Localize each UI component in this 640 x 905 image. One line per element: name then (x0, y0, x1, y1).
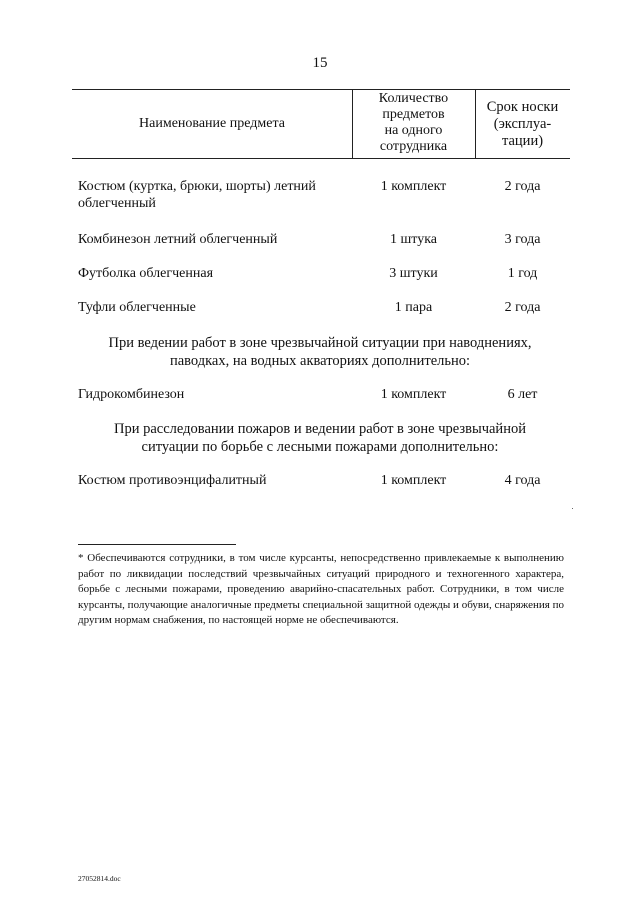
item-quantity: 1 комплект (380, 387, 447, 402)
item-name-line: Костюм (куртка, брюки, шорты) летний (78, 179, 316, 194)
item-term: 1 год (507, 266, 538, 281)
header-term-line: Срок носки (486, 99, 559, 115)
table-top-rule (72, 89, 570, 90)
footnote-text: * Обеспечиваются сотрудники, в том числе курсанты, непосредственно привлекаемые к выполнению работ по ликвидации последствий чрезвычайных ситуаций природного и техногенного характера, борьбе с лесными пожарами, проведению аварийно-спасательных работ. Сотрудники, в том числе курсанты, получающие аналогичные предметы специальной защитной одежды и обуви, снаряжения по другим нормам снабжения, по настоящей норме не обеспечиваются. (78, 552, 564, 626)
item-name: Туфли облегченные (78, 300, 196, 315)
section-heading-line: При расследовании пожаров и ведении работ в зоне чрезвычайной (114, 421, 526, 437)
header-quantity (352, 91, 475, 155)
section-heading (80, 334, 560, 370)
item-name-line: облегченный (78, 196, 156, 211)
item-term: 3 года (504, 232, 541, 247)
item-quantity: 1 комплект (380, 473, 447, 488)
item-quantity: 1 пара (394, 300, 433, 315)
item-name: Комбинезон летний облегченный (78, 232, 278, 247)
item-quantity: 1 комплект (380, 179, 447, 194)
header-term-line: тации) (501, 133, 544, 149)
section-heading-line: паводках, на водных акваториях дополнительно: (169, 353, 471, 369)
item-term: 6 лет (507, 387, 538, 402)
item-quantity: 1 штука (389, 232, 438, 247)
header-quantity-line: Количество (378, 91, 449, 106)
item-name: Гидрокомбинезон (78, 387, 185, 402)
item-term: 2 года (504, 179, 541, 194)
section-heading (80, 420, 560, 456)
item-name: Костюм противоэнцифалитный (78, 473, 267, 488)
page-number: 15 (312, 55, 328, 71)
header-term-line: (эксплуа- (493, 116, 552, 132)
item-term: 2 года (504, 300, 541, 315)
header-quantity-line: на одного (384, 123, 443, 138)
header-quantity-line: предметов (382, 107, 445, 122)
header-term (475, 99, 570, 150)
footnote-separator (78, 544, 236, 545)
document-filename: 27052814.doc (78, 874, 121, 883)
section-heading-line: ситуации по борьбе с лесными пожарами дополнительно: (141, 439, 499, 455)
section-heading-line: При ведении работ в зоне чрезвычайной ситуации при наводнениях, (108, 335, 532, 351)
scan-speck (572, 508, 573, 509)
table-header-rule (72, 158, 570, 159)
item-term: 4 года (504, 473, 541, 488)
header-item-name: Наименование предмета (139, 116, 285, 131)
header-quantity-line: сотрудника (379, 139, 448, 154)
item-quantity: 3 штуки (389, 266, 438, 281)
item-name (78, 178, 348, 212)
item-name: Футболка облегченная (78, 266, 214, 281)
